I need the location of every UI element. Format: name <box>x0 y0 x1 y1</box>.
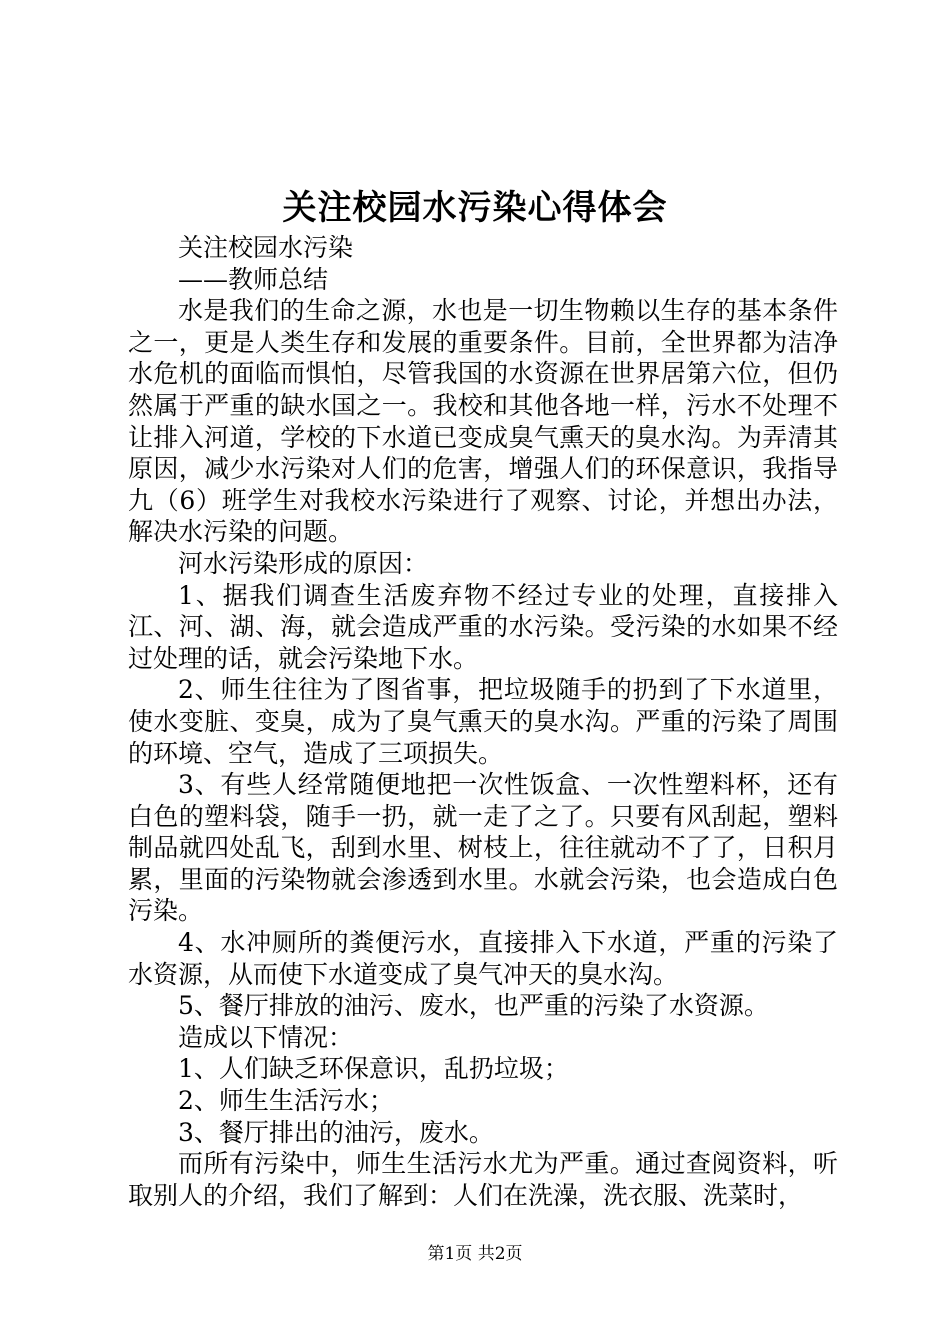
body-paragraph: 而所有污染中，师生生活污水尤为严重。通过查阅资料，听取别人的介绍，我们了解到：人们在洗澡，洗衣服、洗菜时， <box>128 1149 838 1210</box>
body-paragraph: 水是我们的生命之源，水也是一切生物赖以生存的基本条件之一，更是人类生存和发展的重要条件。目前，全世界都为洁净水危机的面临而惧怕，尽管我国的水资源在世界居第六位，但仍然属于严重的缺水国之一。我校和其他各地一样，污水不处理不让排入河道，学校的下水道已变成臭气熏天的臭水沟。为弄清其原因，减少水污染对人们的危害，增强人们的环保意识，我指导九（6）班学生对我校水污染进行了观察、讨论，并想出办法，解决水污染的问题。 <box>128 296 838 547</box>
section-heading: 河水污染形成的原因： <box>178 548 429 578</box>
page-number-footer: 第1页 共2页 <box>427 1244 523 1264</box>
body-paragraph: 2、师生往往为了图省事，把垃圾随手的扔到了下水道里，使水变脏、变臭，成为了臭气熏天的臭水沟。严重的污染了周围的环境、空气，造成了三项损失。 <box>128 675 838 768</box>
list-item: 1、人们缺乏环保意识，乱扔垃圾； <box>178 1054 569 1084</box>
subtitle-line: 关注校园水污染 <box>178 233 354 262</box>
body-paragraph: 5、餐厅排放的油污、废水，也严重的污染了水资源。 <box>178 991 769 1021</box>
body-paragraph: 1、据我们调查生活废弃物不经过专业的处理，直接排入江、河、湖、海，就会造成严重的水污染。受污染的水如果不经过处理的话，就会污染地下水。 <box>128 580 838 673</box>
list-item: 2、师生生活污水； <box>178 1086 394 1116</box>
section-heading: 造成以下情况： <box>178 1022 354 1052</box>
body-paragraph: 4、水冲厕所的粪便污水，直接排入下水道，严重的污染了水资源，从而使下水道变成了臭气冲天的臭水沟。 <box>128 928 838 989</box>
document-title: 关注校园水污染心得体会 <box>282 188 668 228</box>
author-line: ——教师总结 <box>178 264 329 294</box>
document-body <box>128 232 838 1211</box>
list-item: 3、餐厅排出的油污，废水。 <box>178 1117 494 1147</box>
body-paragraph: 3、有些人经常随便地把一次性饭盒、一次性塑料杯，还有白色的塑料袋，随手一扔，就一走了之了。只要有风刮起，塑料制品就四处乱飞，刮到水里、树枝上，往往就动不了了，日积月累，里面的污染物就会渗透到水里。水就会污染，也会造成白色污染。 <box>128 770 838 926</box>
